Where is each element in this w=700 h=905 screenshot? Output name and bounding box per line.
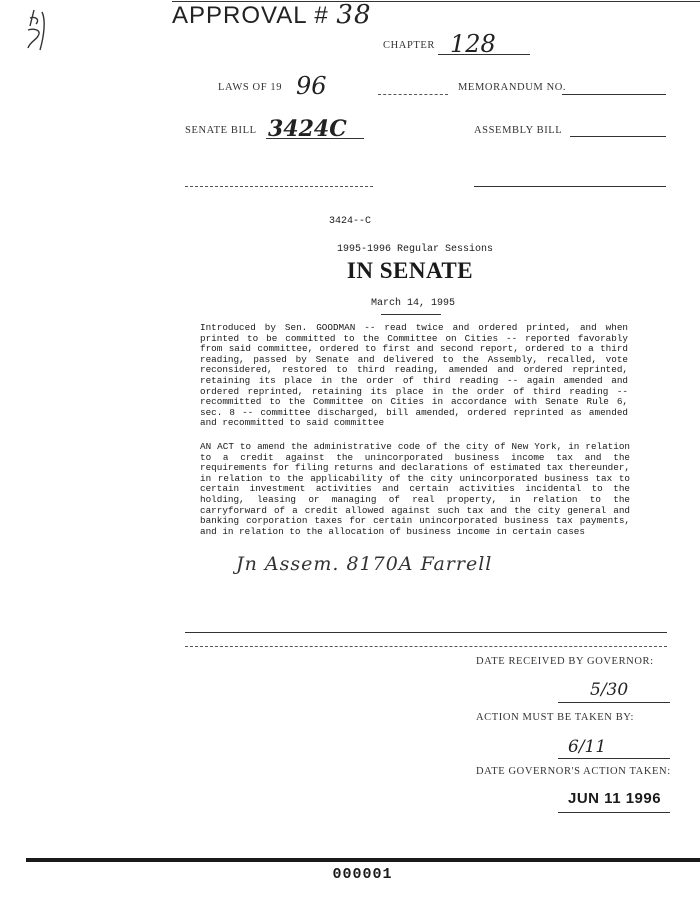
laws-of-label: LAWS OF 19 xyxy=(218,82,283,93)
action-taken-line xyxy=(558,812,670,813)
action-taken-stamp: JUN 11 1996 xyxy=(568,790,662,807)
approval-number: 38 xyxy=(336,0,372,30)
assembly-bill-label: ASSEMBLY BILL xyxy=(474,125,563,136)
memorandum-line xyxy=(562,94,666,95)
date-received-value: 5/30 xyxy=(590,680,629,700)
date-underline xyxy=(381,314,441,315)
approval-heading xyxy=(172,0,372,30)
memorandum-label: MEMORANDUM NO. xyxy=(458,82,567,93)
lower-rule-2 xyxy=(185,646,667,647)
approval-label: APPROVAL # xyxy=(172,2,329,29)
laws-dotted-line xyxy=(378,94,448,95)
action-deadline-line xyxy=(558,758,670,759)
lower-rule-1 xyxy=(185,632,667,633)
action-taken-label: DATE GOVERNOR'S ACTION TAKEN: xyxy=(476,766,671,777)
separator-left xyxy=(185,186,373,187)
chapter-value: 128 xyxy=(450,30,496,58)
session-title: 1995-1996 Regular Sessions xyxy=(336,244,494,255)
chamber-heading: IN SENATE xyxy=(346,258,474,283)
chapter-line xyxy=(438,54,530,55)
introduction-paragraph: Introduced by Sen. GOODMAN -- read twice and ordered printed, and when printed to be committed to the Committee on Cities -- reported favorably from said committee, ordered to first and second report, ordered to a third reading, passed by Senate and delivered to the Assembly, recalled, vote reconsidered, restored to third reading, amended and ordered reprinted, retaining its place in the order of third reading -- again amended and ordered reprinted, retaining its place in the order of third reading -- recommitted to the Committee on Cities in accordance with Senate Rule 6, sec. 8 -- committee discharged, bill amended, ordered reprinted as amended and recommitted to said committee xyxy=(200,322,628,429)
handwritten-assembly-note: Jn Assem. 8170A Farrell xyxy=(236,553,493,575)
chapter-label: CHAPTER xyxy=(383,40,436,51)
date-received-label: DATE RECEIVED BY GOVERNOR: xyxy=(476,656,654,667)
action-deadline-label: ACTION MUST BE TAKEN BY: xyxy=(476,712,635,723)
senate-bill-line xyxy=(266,138,364,139)
bill-number: 3424--C xyxy=(328,216,371,227)
introduction-date: March 14, 1995 xyxy=(370,298,455,309)
laws-of-value: 96 xyxy=(296,72,327,100)
assembly-bill-line xyxy=(570,136,666,137)
separator-right xyxy=(474,186,666,187)
action-deadline-value: 6/11 xyxy=(568,737,607,757)
page-number: 000001 xyxy=(332,866,393,883)
footer-bar xyxy=(26,858,700,862)
senate-bill-value: 3424C xyxy=(268,116,347,142)
handwritten-corner-mark-icon xyxy=(20,6,60,56)
senate-bill-label: SENATE BILL xyxy=(185,125,257,136)
act-paragraph: AN ACT to amend the administrative code of the city of New York, in relation to a credit against the unincorporated business income tax and the requirements for filing returns and declarations of estimated tax thereunder, in relation to the applicability of the city unincorporated business tax to certain investment activities and certain activities incidental to the holding, leasing or managing of real property, in relation to the carryforward of a credit allowed against such tax and the city general and banking corporation taxes for certain unincorporated business tax payments, and in relation to the allocation of business income in certain cases xyxy=(200,441,630,537)
date-received-line xyxy=(558,702,670,703)
